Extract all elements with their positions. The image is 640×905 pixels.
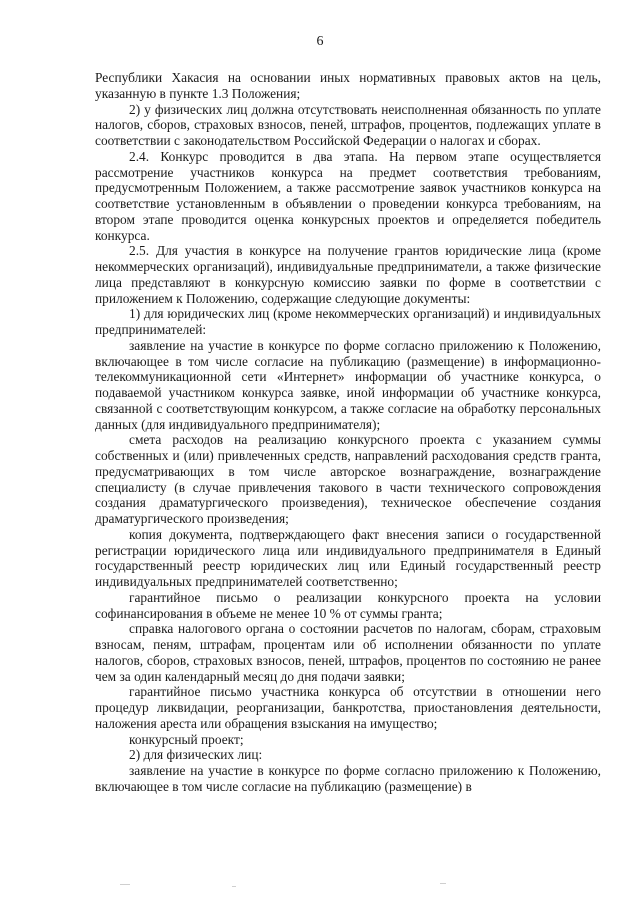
paragraph: гарантийное письмо о реализации конкурсного проекта на условии софинансирования в объеме не менее 10 % от суммы гранта; <box>95 589 601 621</box>
scan-artifact <box>232 886 236 887</box>
scan-artifact <box>440 883 446 884</box>
paragraph: справка налогового органа о состоянии расчетов по налогам, сборам, страховым взносам, пеням, штрафам, процентам или об исполнении обязанности по уплате налогов, сборов, страховых взносов, пеней, штрафов, процентов по состоянию не ранее чем за один календарный месяц до дня подачи заявки; <box>95 621 601 684</box>
page-number: 6 <box>316 34 324 49</box>
paragraph: 2) у физических лиц должна отсутствовать неисполненная обязанность по уплате налогов, сборов, страховых взносов, пеней, штрафов, процентов, подлежащих уплате в соответствии с законодательством Российской Федерации о налогах и сборах. <box>95 101 601 148</box>
document-body <box>95 70 601 795</box>
paragraph: конкурсный проект; <box>129 731 244 747</box>
paragraph: гарантийное письмо участника конкурса об отсутствии в отношении него процедур ликвидации, реорганизации, банкротства, приостановления деятельности, наложения ареста или обращения взыскания на имущество; <box>95 684 601 731</box>
paragraph: смета расходов на реализацию конкурсного проекта с указанием суммы собственных и (или) привлеченных средств, направлений расходования средств гранта, предусматривающих в том числе авторское вознаграждение, вознаграждение специалисту (в случае привлечения такового в части технического сопровождения создания драматургического произведения), техническое обеспечение создания драматургического произведения; <box>95 432 601 526</box>
paragraph: копия документа, подтверждающего факт внесения записи о государственной регистрации юридического лица или индивидуального предпринимателя в Единый государственный реестр юридических лиц или Единый государственный реестр индивидуальных предпринимателей соответственно; <box>95 526 601 589</box>
paragraph: заявление на участие в конкурсе по форме согласно приложению к Положению, включающее в том числе согласие на публикацию (размещение) в <box>95 763 601 794</box>
paragraph: 2.4. Конкурс проводится в два этапа. На первом этапе осуществляется рассмотрение участников конкурса на предмет соответствия требованиям, предусмотренным Положением, а также рассмотрение заявок участников конкурса на соответствие установленным в объявлении о проведении конкурса требованиям, на втором этапе проводится оценка конкурсных проектов и определяется победитель конкурса. <box>95 148 601 243</box>
paragraph: 2.5. Для участия в конкурсе на получение грантов юридические лица (кроме некоммерческих организаций), индивидуальные предприниматели, а также физические лица представляют в конкурсную комиссию заявки по форме в соответствии с приложением к Положению, содержащие следующие документы: <box>95 243 601 306</box>
scan-artifact <box>120 884 130 885</box>
paragraph: заявление на участие в конкурсе по форме согласно приложению к Положению, включающее в том числе согласие на публикацию (размещение) в информационно-телекоммуникационной сети «Интернет» информации об участнике конкурса, о подаваемой участником конкурса заявке, иной информации об участнике конкурса, связанной с соответствующим конкурсом, а также согласие на обработку персональных данных (для индивидуального предпринимателя); <box>95 337 601 432</box>
paragraph: 1) для юридических лиц (кроме некоммерческих организаций) и индивидуальных предпринимателей: <box>95 306 601 337</box>
paragraph: 2) для физических лиц: <box>129 747 263 763</box>
paragraph: Республики Хакасия на основании иных нормативных правовых актов на цель, указанную в пункте 1.3 Положения; <box>95 70 601 101</box>
